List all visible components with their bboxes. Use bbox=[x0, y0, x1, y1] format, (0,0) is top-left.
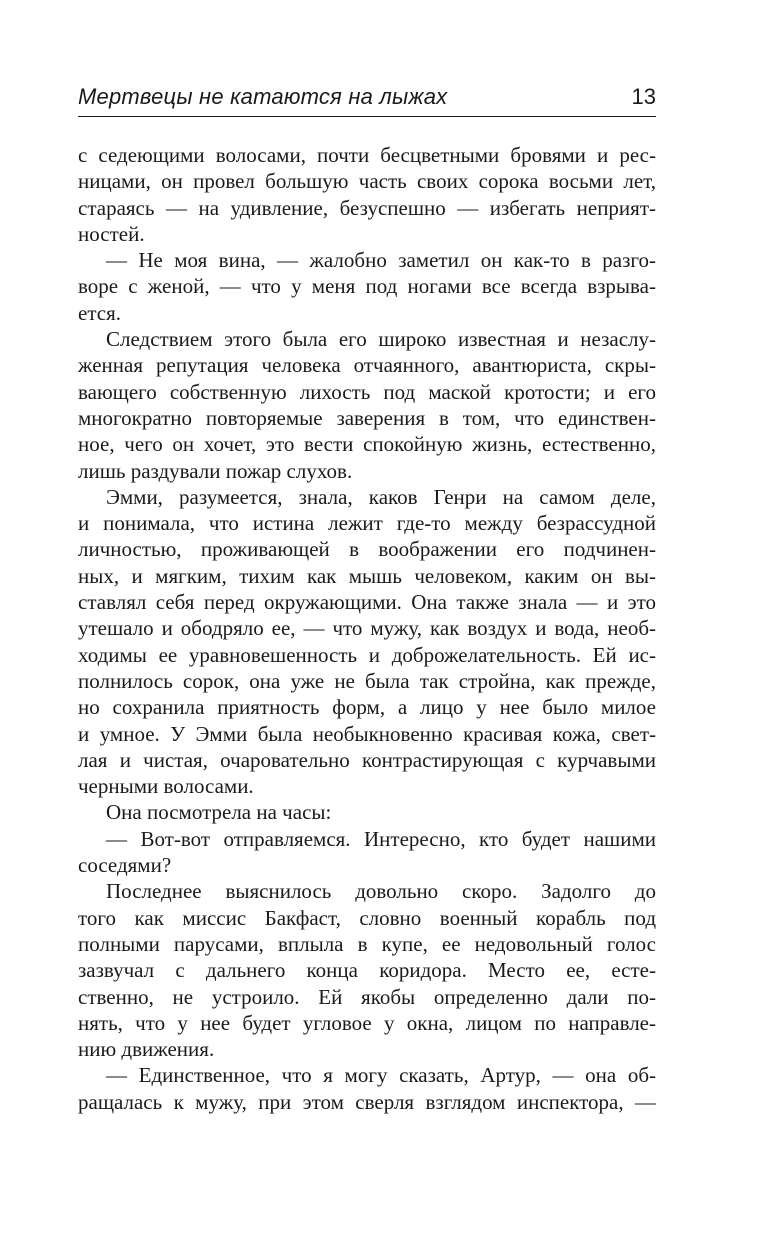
text-line: зазвучал с дальнего конца коридора. Место ее, есте- bbox=[78, 958, 656, 983]
text-line: Последнее выяснилось довольно скоро. Задолго до bbox=[106, 879, 656, 904]
text-line: лая и чистая, очаровательно контрастирующая с курчавыми bbox=[78, 747, 656, 772]
running-header bbox=[78, 82, 656, 117]
text-line: нию движения. bbox=[78, 1037, 215, 1062]
text-line: воре с женой, — что у меня под ногами все всегда взрыва- bbox=[78, 274, 656, 299]
text-line: личностью, проживающей в воображении его подчинен- bbox=[78, 537, 656, 562]
text-line: лишь раздували пожар слухов. bbox=[78, 458, 353, 483]
text-line: женная репутация человека отчаянного, авантюриста, скры- bbox=[78, 353, 656, 378]
text-line: и умное. У Эмми была необыкновенно красивая кожа, свет- bbox=[78, 721, 656, 746]
text-line: ставлял себя перед окружающими. Она также знала — и это bbox=[78, 590, 656, 615]
text-line: — Не моя вина, — жалобно заметил он как-то в разго- bbox=[106, 248, 656, 273]
text-line: ницами, он провел большую часть своих сорока восьми лет, bbox=[78, 169, 656, 194]
text-line: стараясь — на удивление, безуспешно — избегать неприят- bbox=[78, 195, 656, 220]
text-line: — Единственное, что я могу сказать, Артур, — она об- bbox=[106, 1063, 656, 1088]
text-line: Следствием этого была его широко известная и незаслу- bbox=[106, 327, 656, 352]
text-line: Она посмотрела на часы: bbox=[106, 800, 332, 825]
text-line: Эмми, разумеется, знала, каков Генри на самом деле, bbox=[106, 484, 656, 509]
body-text bbox=[78, 142, 656, 1115]
page-number: 13 bbox=[631, 84, 656, 109]
text-line: ное, чего он хочет, это вести спокойную жизнь, естественно, bbox=[78, 432, 656, 457]
text-line: ственно, не устроило. Ей якобы определенно дали по- bbox=[78, 984, 656, 1009]
text-line: ходимы ее уравновешенность и доброжелательность. Ей ис- bbox=[78, 642, 656, 667]
text-line: и понимала, что истина лежит где-то между безрассудной bbox=[78, 511, 656, 536]
text-line: но сохранила приятность форм, а лицо у нее было милое bbox=[78, 695, 656, 720]
text-line: черными волосами. bbox=[78, 774, 254, 799]
text-line: ностей. bbox=[78, 221, 145, 246]
text-line: ется. bbox=[78, 300, 121, 325]
text-line: многократно повторяемые заверения в том, что единствен- bbox=[78, 405, 656, 430]
text-line: полнилось сорок, она уже не была так стройна, как прежде, bbox=[78, 668, 656, 693]
text-line: соседями? bbox=[78, 853, 172, 878]
text-line: ных, и мягким, тихим как мышь человеком, каким он вы- bbox=[78, 563, 656, 588]
text-line: того как миссис Бакфаст, словно военный корабль под bbox=[78, 905, 656, 930]
text-line: — Вот-вот отправляемся. Интересно, кто будет нашими bbox=[106, 826, 656, 851]
text-line: утешало и ободряло ее, — что мужу, как воздух и вода, необ- bbox=[78, 616, 656, 641]
text-line: вающего собственную лихость под маской кротости; и его bbox=[78, 379, 656, 404]
book-title: Мертвецы не катаются на лыжах bbox=[78, 84, 448, 109]
text-line: полными парусами, вплыла в купе, ее недовольный голос bbox=[78, 931, 656, 956]
text-line: нять, что у нее будет угловое у окна, лицом по направле- bbox=[78, 1010, 656, 1035]
text-line: с седеющими волосами, почти бесцветными бровями и рес- bbox=[78, 143, 656, 167]
text-line: ращалась к мужу, при этом сверля взглядом инспектора, — bbox=[78, 1089, 656, 1114]
